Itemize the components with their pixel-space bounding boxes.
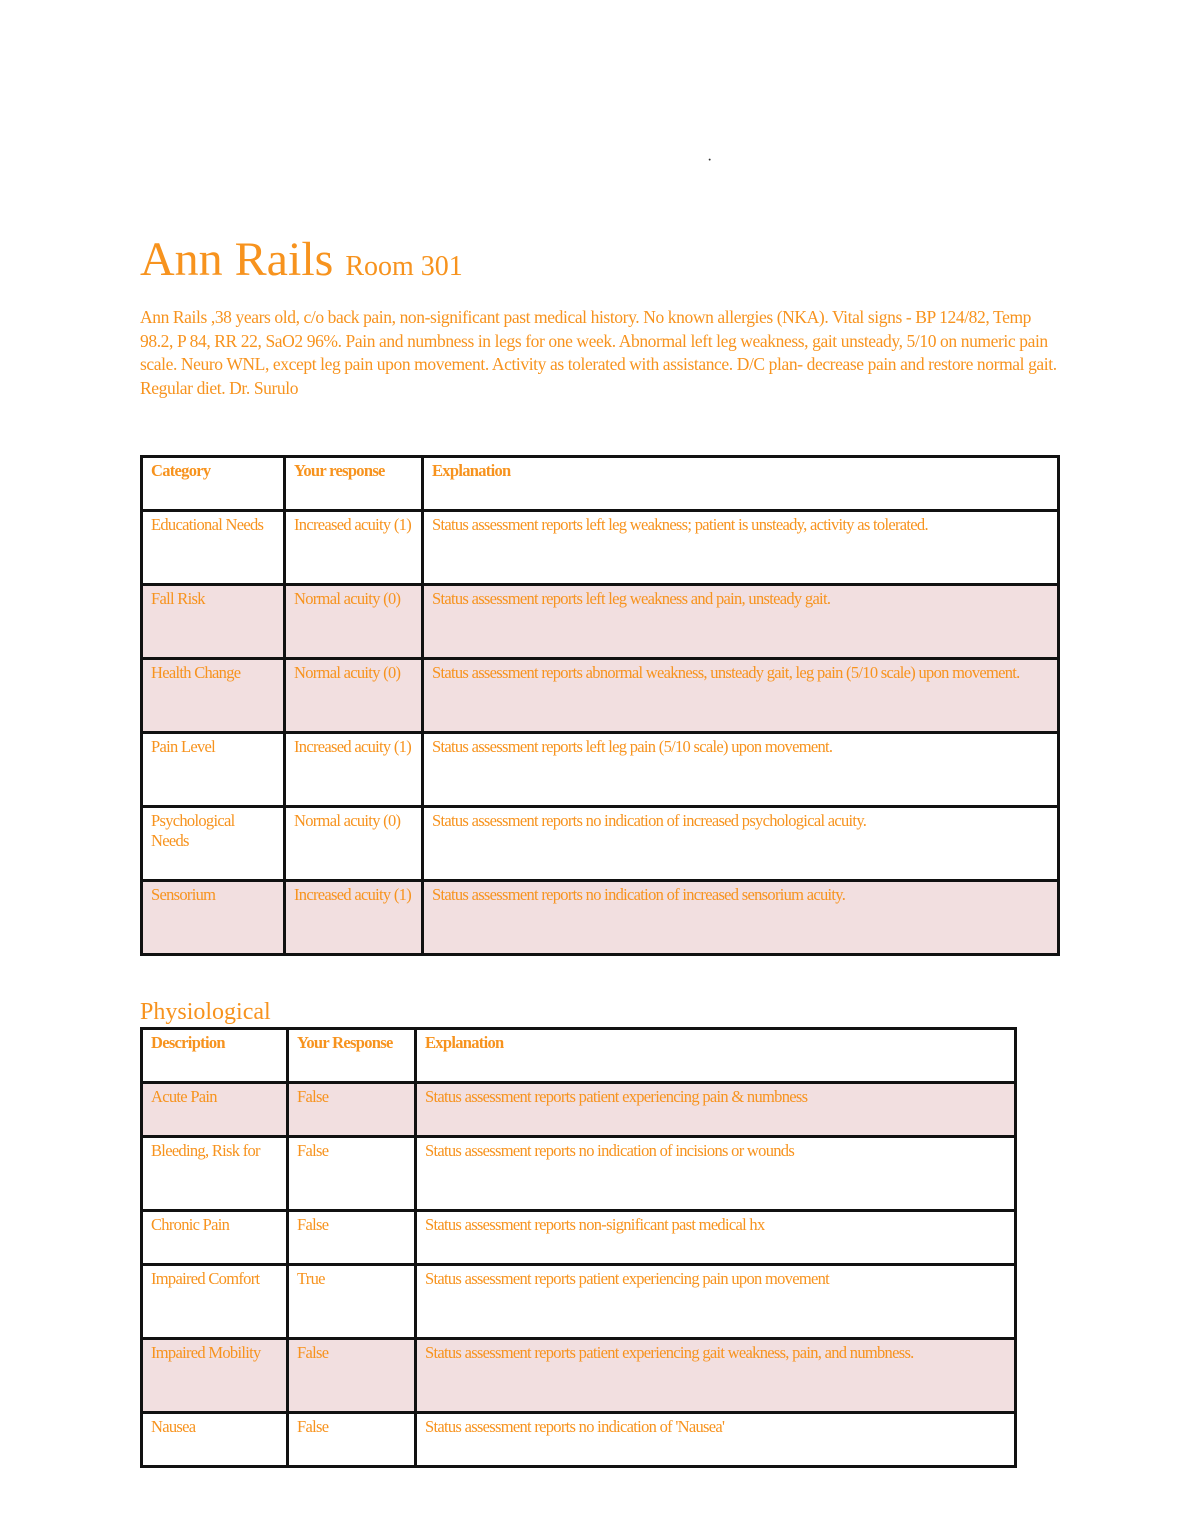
cell-description: Impaired Comfort (142, 1265, 288, 1339)
cell-response: False (288, 1339, 416, 1413)
section-title-physiological: Physiological (140, 999, 271, 1025)
table-row (142, 881, 1059, 955)
cell-response: Normal acuity (0) (285, 807, 423, 881)
room-number: Room 301 (345, 251, 463, 282)
cell-explanation: Status assessment reports no indication of 'Nausea' (416, 1413, 1016, 1467)
cell-explanation: Status assessment reports patient experiencing gait weakness, pain, and numbness. (416, 1339, 1016, 1413)
table-row (142, 1339, 1016, 1413)
table-row (142, 1137, 1016, 1211)
page-title (140, 232, 463, 295)
cell-response: Increased acuity (1) (285, 881, 423, 955)
cell-category: Fall Risk (142, 585, 285, 659)
physiological-table (140, 1027, 1017, 1468)
cell-explanation: Status assessment reports abnormal weakness, unsteady gait, leg pain (5/10 scale) upon movement. (423, 659, 1059, 733)
cell-response: False (288, 1413, 416, 1467)
cell-explanation: Status assessment reports patient experiencing pain & numbness (416, 1083, 1016, 1137)
stray-mark: · (707, 152, 713, 169)
cell-response: False (288, 1211, 416, 1265)
acuity-table (140, 455, 1060, 956)
cell-description: Chronic Pain (142, 1211, 288, 1265)
cell-description: Nausea (142, 1413, 288, 1467)
header-explanation: Explanation (423, 457, 1059, 511)
table-header-row (142, 1029, 1016, 1083)
cell-response: False (288, 1083, 416, 1137)
cell-response: True (288, 1265, 416, 1339)
cell-explanation: Status assessment reports no indication of increased psychological acuity. (423, 807, 1059, 881)
table-row (142, 1083, 1016, 1137)
cell-response: Normal acuity (0) (285, 659, 423, 733)
cell-explanation: Status assessment reports patient experiencing pain upon movement (416, 1265, 1016, 1339)
cell-category: Health Change (142, 659, 285, 733)
table-row (142, 659, 1059, 733)
table-header-row (142, 457, 1059, 511)
table-row (142, 1413, 1016, 1467)
cell-category: Educational Needs (142, 511, 285, 585)
header-description: Description (142, 1029, 288, 1083)
cell-response: Normal acuity (0) (285, 585, 423, 659)
cell-category: Psychological Needs (142, 807, 285, 881)
table-row (142, 585, 1059, 659)
cell-description: Acute Pain (142, 1083, 288, 1137)
patient-name: Ann Rails (140, 233, 334, 286)
cell-explanation: Status assessment reports non-significant past medical hx (416, 1211, 1016, 1265)
cell-explanation: Status assessment reports left leg pain (5/10 scale) upon movement. (423, 733, 1059, 807)
cell-response: Increased acuity (1) (285, 511, 423, 585)
cell-response: False (288, 1137, 416, 1211)
table-row (142, 733, 1059, 807)
cell-explanation: Status assessment reports no indication of increased sensorium acuity. (423, 881, 1059, 955)
header-category: Category (142, 457, 285, 511)
table-row (142, 1265, 1016, 1339)
cell-explanation: Status assessment reports left leg weakness and pain, unsteady gait. (423, 585, 1059, 659)
cell-description: Bleeding, Risk for (142, 1137, 288, 1211)
patient-summary: Ann Rails ,38 years old, c/o back pain, non-significant past medical history. No known allergies (NKA). Vital signs - BP 124/82, Temp 98.2, P 84, RR 22, SaO2 96%. Pain and numbness in legs for one week. Abnormal left leg weakness, gait unsteady, 5/10 on numeric pain scale. Neuro WNL, except leg pain upon movement. Activity as tolerated with assistance. D/C plan- decrease pain and restore normal gait. Regular diet. Dr. Surulo (140, 307, 1057, 398)
header-response: Your response (285, 457, 423, 511)
cell-explanation: Status assessment reports no indication of incisions or wounds (416, 1137, 1016, 1211)
cell-description: Impaired Mobility (142, 1339, 288, 1413)
table-row (142, 1211, 1016, 1265)
header-explanation: Explanation (416, 1029, 1016, 1083)
header-response: Your Response (288, 1029, 416, 1083)
cell-explanation: Status assessment reports left leg weakness; patient is unsteady, activity as tolerated. (423, 511, 1059, 585)
cell-category: Pain Level (142, 733, 285, 807)
cell-response: Increased acuity (1) (285, 733, 423, 807)
table-row (142, 807, 1059, 881)
table-row (142, 511, 1059, 585)
cell-category: Sensorium (142, 881, 285, 955)
